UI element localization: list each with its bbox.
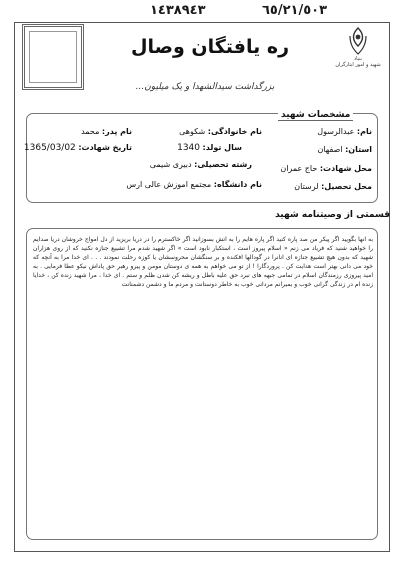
study-place-field: محل تحصیل: لرستان (294, 182, 372, 191)
photo-placeholder (22, 24, 84, 90)
will-section-title: قسمتی از وصیتنامه شهید (275, 210, 390, 220)
study-field-field: رشته تحصیلی: دبیری شیمی (149, 160, 252, 169)
page-subtitle: بزرگداشت سیدالشهدا و یک میلیون... (135, 82, 275, 92)
martyrdom-place-field: محل شهادت: حاج عمران (280, 164, 372, 173)
will-box (26, 228, 378, 540)
logo-line2: شهید و امور ایثارگران (335, 62, 381, 68)
logo-line1: بنیاد (353, 56, 363, 62)
birth-year-field: سال تولد: 1340 (177, 143, 242, 153)
handwritten-code-right: ٦٥/٢١/٥٠٣ (262, 3, 328, 18)
will-text: به انها بگویید اگر پیکر من صد پاره کنید اگر پاره هایم را به اتش بسوزانید اگر خاکسترم را در دریا بریزید از دل امواج خروشان دریا صدایم را خواهید شنید که فریاد می زنم « اسلام پیروز است ، استکبار نابود است » اگر شهید شدم مرا تشییع جنازه نکنید که از روی هزاران شهید که بدون هیچ تشییع جنازه ای انانرا در گودالها افکنده و بر سنگشان محروسشان یا کوزه رحلت نمودند . . . ای خدا مرا به آنچه که خود می دانی بهتر است هدایت کن . پروردگارا ! از تو می خواهم به همه ی دوستان مومن و پیرو رهبر حق پاداش نیکو عطا فرمایی . به امید پیروزی رزمندگان اسلام در تمامی جبهه های نبرد حق علیه باطل و ریشه کن شدن ظلم و ستم . ای خدا ، مرا شهید زنده کن ، خدایا زنده ام در زندگی گرانی خوب و بمیرانم مردانی خوب به خاطر دوستانت و مردم ما و دشمن دشمنانت (33, 236, 373, 288)
page-title: ره یافتگان وصال (130, 36, 290, 58)
province-field: استان: اصفهان (317, 145, 372, 154)
organization-logo (330, 26, 386, 86)
martyrdom-date-field: تاریخ شهادت: 1365/03/02 (23, 143, 132, 153)
first-name-field: نام: عبدالرسول (317, 127, 372, 136)
father-name-field: نام پدر: محمد (81, 127, 132, 136)
info-section-title: مشخصات شهید (278, 110, 353, 121)
handwritten-code-left: ١٤٣٨٩٤٣ (150, 3, 206, 18)
university-field: نام دانشگاه: مجتمع اموزش عالی ارس (126, 180, 262, 189)
last-name-field: نام خانوادگی: شکوهی (179, 127, 262, 136)
emblem-icon (343, 26, 373, 56)
